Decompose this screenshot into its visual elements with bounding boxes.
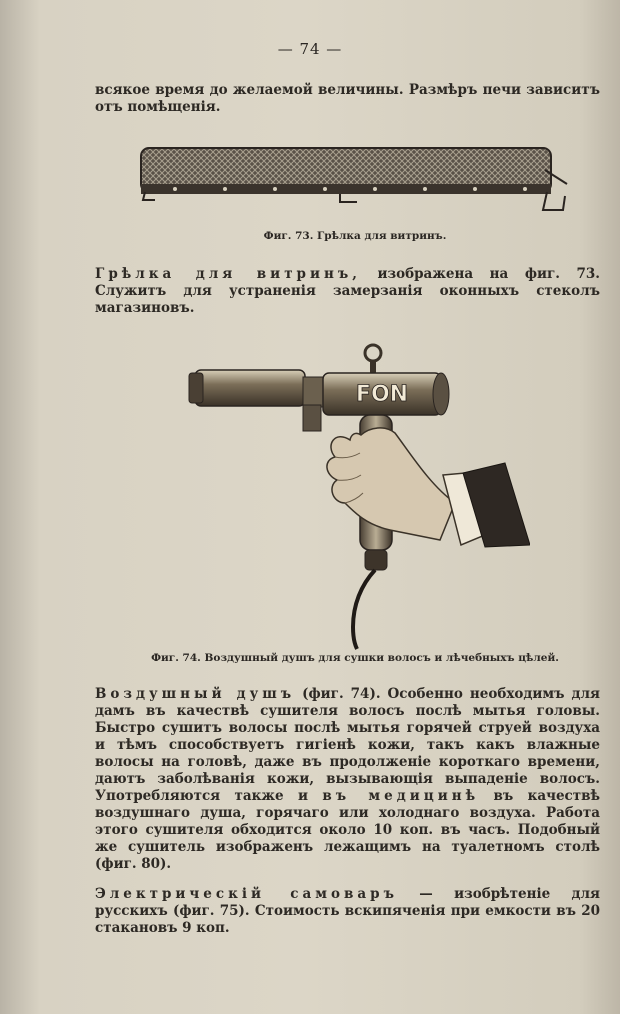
heater-paragraph: [95, 266, 600, 317]
window-heater-illustration: [135, 140, 575, 220]
figure-74-caption: Фиг. 74. Воздушный душъ для сушки волосъ и лѣчебныхъ цѣлей.: [151, 652, 559, 664]
air-shower-heading: Воздушный душъ: [95, 686, 296, 702]
heater-text: изображена на фиг. 73. Служитъ для устраненія замерзанія оконныхъ стеколъ магазиновъ.: [95, 266, 600, 316]
heater-heading: Грѣлка для витринъ,: [95, 266, 361, 282]
samovar-text: — изобрѣтеніе для русскихъ (фиг. 75). Стоимость вскипяченія при емкости въ 20 стакановъ 9 коп.: [95, 886, 600, 936]
air-shower-text-2: въ качествѣ воздушнаго душа, горячаго или холоднаго воздуха. Работа этого сушителя обходится около 10 коп. въ часъ. Подобный же сушитель изображенъ лежащимъ на туалетномъ столѣ (фиг. 80).: [95, 788, 601, 872]
air-shower-text-1: (фиг. 74). Особенно необходимъ для дамъ въ качествѣ сушителя волосъ послѣ мытья головы. Быстро сушитъ волосы послѣ мытья горячей струей воздуха и тѣмъ способствуетъ гигіенѣ кожи, такъ какъ влажные волосы на головѣ, даже въ продолженіе короткаго времени, даютъ заболѣванія кожи, вызывающія выпаденіе волосъ. Употребляются также и: [95, 686, 600, 804]
page-number: — 74 —: [277, 40, 343, 58]
samovar-heading: Электрическій самоваръ: [95, 886, 398, 902]
medicine-term: въ медицинѣ: [322, 788, 480, 804]
fon-label: FON: [355, 382, 409, 407]
air-shower-illustration: [185, 335, 530, 650]
figure-73-caption: Фиг. 73. Грѣлка для витринъ.: [263, 230, 447, 242]
samovar-paragraph: [95, 886, 600, 937]
intro-paragraph: всякое время до желаемой величины. Размѣръ печи зависитъ отъ помѣщенія.: [95, 82, 600, 115]
air-shower-paragraph: [95, 686, 600, 873]
